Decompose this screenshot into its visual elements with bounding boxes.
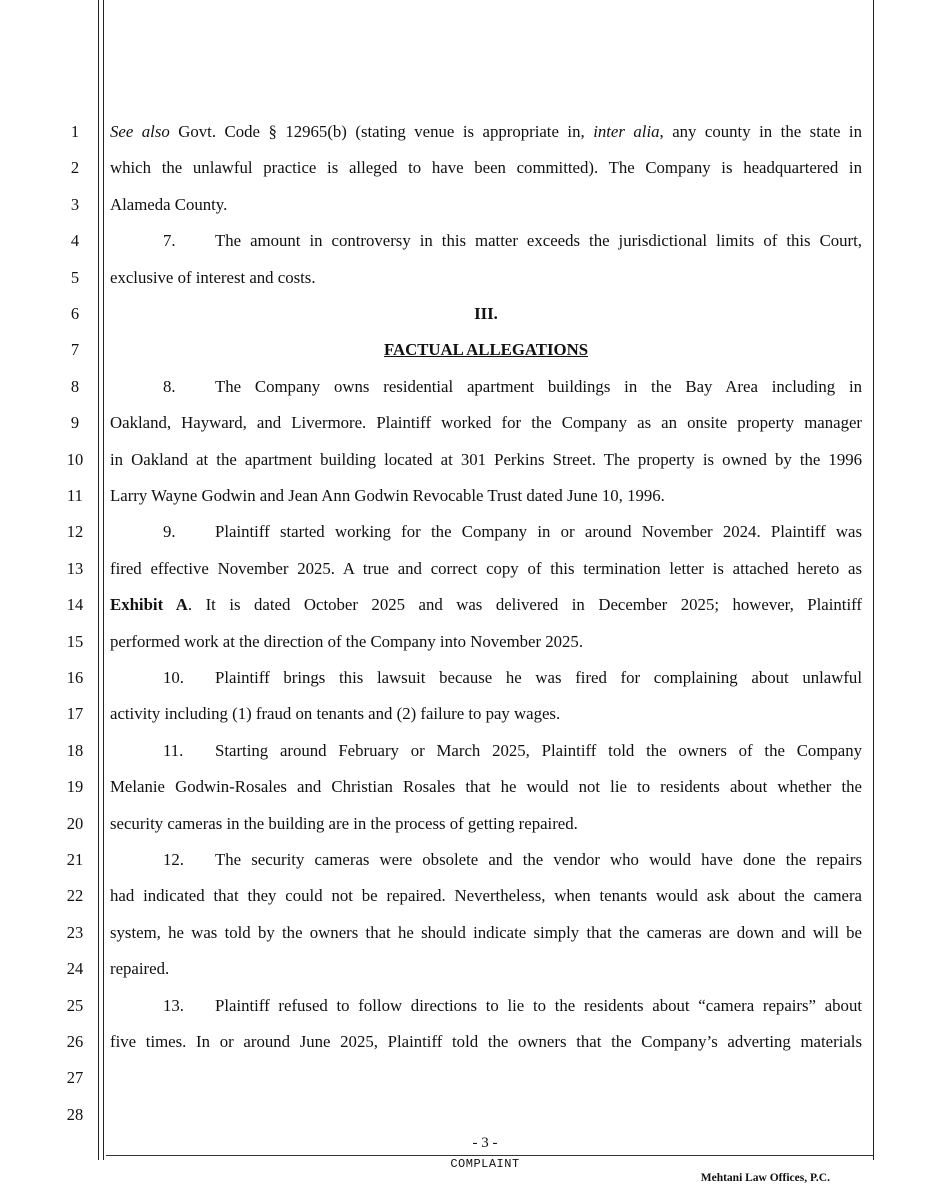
page-number: - 3 -	[472, 1135, 498, 1151]
line-number: 4	[70, 231, 80, 250]
text-line: Melanie Godwin-Rosales and Christian Rosales that he would not lie to residents about whether the	[110, 777, 862, 796]
text-span: Govt. Code § 12965(b) (stating venue is appropriate in,	[169, 122, 594, 141]
line-number: 22	[66, 886, 84, 905]
text-line: which the unlawful practice is alleged to have been committed). The Company is headquartered in	[110, 158, 862, 177]
exhibit-reference: Exhibit A	[110, 595, 188, 614]
line-number: 16	[66, 668, 84, 687]
paragraph-10-first-line	[110, 668, 862, 688]
text-line: in Oakland at the apartment building located at 301 Perkins Street. The property is owned by the 1996	[110, 450, 862, 469]
document-title: COMPLAINT	[450, 1157, 520, 1171]
paragraph-8-first-line	[110, 377, 862, 397]
line-number: 20	[66, 814, 84, 833]
line-number: 17	[66, 704, 84, 723]
text-line: five times. In or around June 2025, Plaintiff told the owners that the Company’s adverting materials	[110, 1032, 862, 1051]
paragraph-number: 10.	[163, 668, 184, 687]
citation-signal: See also	[110, 122, 170, 141]
line-number: 27	[66, 1068, 84, 1087]
line-number: 19	[66, 777, 84, 796]
line-number: 11	[67, 486, 83, 505]
line-number: 10	[66, 450, 84, 469]
text-span: The security cameras were obsolete and the vendor who would have done the repairs	[215, 850, 862, 869]
text-line: fired effective November 2025. A true and correct copy of this termination letter is attached hereto as	[110, 559, 862, 578]
text-span: . It is dated October 2025 and was delivered in December 2025; however, Plaintiff	[187, 595, 862, 614]
paragraph-12-first-line	[110, 850, 862, 870]
paragraph-number: 13.	[163, 996, 184, 1015]
text-line	[110, 595, 862, 615]
paragraph-9-first-line	[110, 522, 862, 542]
section-number: III.	[474, 304, 498, 323]
text-line: had indicated that they could not be repaired. Nevertheless, when tenants would ask about the camera	[110, 886, 862, 905]
line-number: 25	[66, 996, 84, 1015]
text-line: Oakland, Hayward, and Livermore. Plaintiff worked for the Company as an onsite property manager	[110, 413, 862, 432]
paragraph-number: 8.	[163, 377, 176, 396]
paragraph-number: 9.	[163, 522, 176, 541]
paragraph-number: 7.	[163, 231, 176, 250]
right-margin-rule	[873, 0, 874, 1160]
text-line: Alameda County.	[110, 195, 228, 214]
line-number: 8	[70, 377, 80, 396]
line-number: 28	[66, 1105, 84, 1124]
line-number: 6	[70, 304, 80, 323]
line-number: 18	[66, 741, 84, 760]
text-line	[110, 122, 862, 142]
text-line: repaired.	[110, 959, 170, 978]
paragraph-7-first-line	[110, 231, 862, 251]
line-number: 2	[70, 158, 80, 177]
text-line: Larry Wayne Godwin and Jean Ann Godwin Revocable Trust dated June 10, 1996.	[110, 486, 665, 505]
line-number: 5	[70, 268, 80, 287]
paragraph-13-first-line	[110, 996, 862, 1016]
line-number: 3	[70, 195, 80, 214]
text-line: system, he was told by the owners that he should indicate simply that the cameras are down and will be	[110, 923, 862, 942]
left-margin-rule	[98, 0, 99, 1160]
footer-rule	[106, 1155, 874, 1156]
line-number: 14	[66, 595, 84, 614]
line-number: 24	[66, 959, 84, 978]
line-number: 1	[70, 122, 80, 141]
left-margin-rule-inner	[103, 0, 104, 1160]
law-firm-name: Mehtani Law Offices, P.C.	[700, 1172, 830, 1184]
paragraph-11-first-line	[110, 741, 862, 761]
line-number: 26	[66, 1032, 84, 1051]
text-line: security cameras in the building are in the process of getting repaired.	[110, 814, 578, 833]
text-span: Plaintiff refused to follow directions to lie to the residents about “camera repairs” about	[215, 996, 862, 1015]
text-span: Starting around February or March 2025, Plaintiff told the owners of the Company	[215, 741, 862, 760]
text-span: , any county in the state in	[659, 122, 862, 141]
line-number: 7	[70, 340, 80, 359]
paragraph-number: 11.	[163, 741, 184, 760]
section-title: FACTUAL ALLEGATIONS	[383, 340, 589, 359]
text-span: Plaintiff brings this lawsuit because he was fired for complaining about unlawful	[215, 668, 862, 687]
line-number: 23	[66, 923, 84, 942]
line-number: 12	[66, 522, 84, 541]
text-span: The Company owns residential apartment buildings in the Bay Area including in	[215, 377, 862, 396]
line-number: 15	[66, 632, 84, 651]
latin-phrase: inter alia	[593, 122, 660, 141]
line-number: 21	[66, 850, 84, 869]
text-line: performed work at the direction of the Company into November 2025.	[110, 632, 584, 651]
text-span: The amount in controversy in this matter exceeds the jurisdictional limits of this Court,	[215, 231, 862, 250]
text-line: activity including (1) fraud on tenants and (2) failure to pay wages.	[110, 704, 561, 723]
paragraph-number: 12.	[163, 850, 184, 869]
line-number: 13	[66, 559, 84, 578]
text-span: Plaintiff started working for the Company in or around November 2024. Plaintiff was	[215, 522, 862, 541]
text-line: exclusive of interest and costs.	[110, 268, 316, 287]
line-number: 9	[70, 413, 80, 432]
